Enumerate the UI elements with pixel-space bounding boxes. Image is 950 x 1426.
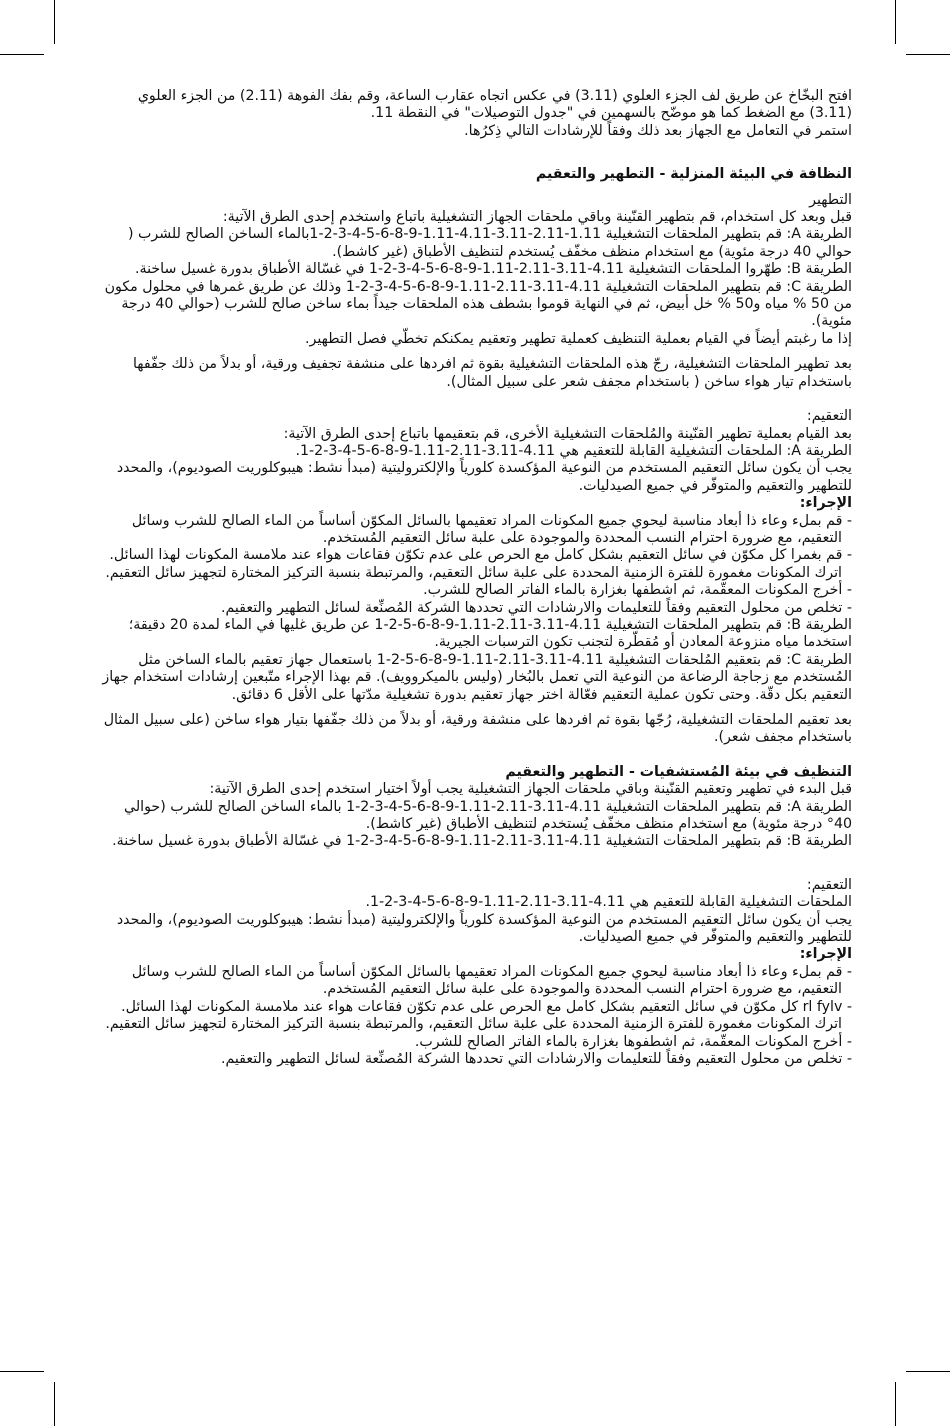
home-steril-method-a: الطريقة A: الملحقات التشغيلية القابلة للتعقيم هي 4.11-3.11-2.11-1.11-9-8-6-5-4-3-2-1. [295,442,852,459]
hospital-procedure-label: الإجراء: [799,946,852,963]
intro-paragraph: افتح البخّاخ عن طريق لف الجزء العلوي (3.11) في عكس اتجاه عقارب الساعة، وقم بفك الفوهة (2.11) من الجزء العلوي (3.11) مع الضغط كما هو موضّح بالسهمين في "جدول التوصيلات" في النقطة 11. [137,88,852,122]
home-section-title: النظافة في البيئة المنزلية - التطهير والتعقيم [535,166,852,183]
crop-mark-bottom-left [54,1382,55,1426]
home-procedure-step: - أخرج المكونات المعقّمة، ثم اشطفها بغزارة بالماء الفاتر الصالح للشرب. [423,582,852,599]
home-sterilization-label: التعقيم: [806,408,852,425]
hospital-procedure-step: - قم بملء وعاء ذا أبعاد مناسبة ليحوي جميع المكونات المراد تعقيمها بالسائل المكوّن أساساً من الماء الصالح للشرب وسائل التعقيم، مع ضرورة احترام النسب المحددة والموجودة على علبة سائل التعقيم المُستخدم. [131,963,852,998]
crop-mark-top-left [54,0,55,44]
crop-mark-top-right-h [906,54,950,55]
home-solution-note: يجب أن يكون سائل التعقيم المستخدم من النوعية المؤكسدة كلورياً والإلكتروليتية (مبدأ نشط: هيبوكلوريت الصوديوم)، والمحدد للتطهير والتعقيم والمتوفّر في جميع الصيدليات. [116,460,852,494]
home-after-cleaning: بعد تطهير الملحقات التشغيلية، رجّ هذه الملحقات التشغيلية بقوة ثم افردها على منشفة تجفيف ورقية، أو بدلاً من ذلك جفّفها باستخدام تيار هواء ساخن ( باستخدام مجفف شعر على سبيل المثال). [132,356,852,390]
home-method-b: الطريقة B: طهّروا الملحقات التشغيلية 4.11-3.11-2.11-1.11-9-8-6-5-4-3-2-1 في غسّالة الأطباق بدورة غسيل ساخنة. [134,261,852,278]
hospital-intro: قبل البدء في تطهير وتعقيم القنّينة وباقي ملحقات الجهاز التشغيلية يجب أولاً اختيار استخدم إحدى الطرق الآتية: [209,781,852,798]
home-skip-note: إذا ما رغبتم أيضاً في القيام بعملية التنظيف كعملية تطهير وتعقيم يمكنكم تخطّي فصل التطهير. [305,330,852,347]
home-steril-method-b: الطريقة B: قم بتطهير الملحقات التشغيلية 4.11-3.11-2.11-1.11-9-8-6-5-2-1 عن طريق غليها في الماء لمدة 20 دقيقة؛ استخدما مياه منزوعة المعادن أو مُقطّرة لتجنب تكون الترسبات الجيرية. [128,616,852,651]
crop-mark-top-left-h [0,54,44,55]
home-sterilization-intro: بعد القيام بعملية تطهير القنّينة والمُلحقات التشغيلية الأخرى، قم بتعقيمها باتباع إحدى الطرق الآتية: [283,425,852,442]
hospital-method-a: الطريقة A: قم بتطهير الملحقات التشغيلية 4.11-3.11-2.11-1.11-9-8-6-5-4-3-2-1 بالماء الساخن الصالح للشرب (حوالي 40° درجة مئوية) مع استخدام منظف مخفّف يُستخدم لتنظيف الأطباق (غير كاشط). [124,798,852,833]
home-steril-method-c: الطريقة C: قم بتعقيم المُلحقات التشغيلية 4.11-3.11-2.11-1.11-9-8-6-5-2-1 باستعمال جهاز تعقيم بالماء الساخن مثل المُستخدم مع زجاجة الرضاعة من النوعية التي تعمل بالبُخار (وليس بالميكروويف). قم بهذا الإجراء متّبعين إرشادات استخدام جهاز التعقيم بكل دقّة. وحتى تكون عملية التعقيم فعّالة اختر جهاز تعقيم بدورة تشغيلية مدّتها على الأقل 6 دقائق. [102,651,852,703]
hospital-procedure-step: - تخلص من محلول التعقيم وفقاً للتعليمات والارشادات التي تحددها الشركة المُصنِّعة لسائل التطهير والتعقيم. [220,1050,852,1067]
home-procedure-step: - قم بغمرا كل مكوّن في سائل التعقيم بشكل كامل مع الحرص على عدم تكوّن فقاعات هواء عند ملامسة المكونات لهذا السائل. اترك المكونات مغمورة للفترة الزمنية المحددة على علبة سائل التعقيم، والمرتبطة بنسبة التركيز المختارة لتجهيز سائل التعقيم. [105,547,852,581]
home-procedure-step: - قم بملء وعاء ذا أبعاد مناسبة ليحوي جميع المكونات المراد تعقيمها بالسائل المكوّن أساساً من الماء الصالح للشرب وسائل التعقيم، مع ضرورة احترام النسب المحددة والموجودة على علبة سائل التعقيم المُستخدم. [131,512,852,546]
home-method-c: الطريقة C: قم بتطهير الملحقات التشغيلية 4.11-3.11-2.11-1.11-9-8-6-5-4-3-2-1 وذلك عن طريق غمرها في محلول مكون من 50 % مياه و50 % خل أبيض، ثم في النهاية قوموا بشطف هذه الملحقات جيداً بماء ساخن صالح للشرب (حوالي 40 درجة مئوية). [104,278,852,330]
intro-continue: استمر في التعامل مع الجهاز بعد ذلك وفقاً للإرشادات التالي ذِكرُها. [464,122,852,139]
hospital-sterilization-label: التعقيم: [806,876,852,893]
home-after-sterilization: بعد تعقيم الملحقات التشغيلية، رُجّها بقوة ثم افردها على منشفة ورقية، أو بدلاً من ذلك جفّفها بتيار هواء ساخن (على سبيل المثال باستخدام مجفف شعر). [103,712,852,746]
hospital-solution-note: يجب أن يكون سائل التعقيم المستخدم من النوعية المؤكسدة كلورياً والإلكتروليتية (مبدأ نشط: هيبوكلوريت الصوديوم)، والمحدد للتطهير والتعقيم والمتوفّر في جميع الصيدليات. [116,911,852,946]
home-method-a: الطريقة A: قم بتطهير الملحقات التشغيلية 1.11-2.11-3.11-4.11-1.11-9-8-6-5-4-3-2-1بالماء الساخن الصالح للشرب ( حوالي 40 درجة مئوية) مع استخدام منظف مخفّف يُستخدم لتنظيف الأطباق (غير كاشط). [127,226,852,260]
crop-mark-bottom-left-h [0,1371,44,1372]
home-procedure-step: - تخلص من محلول التعقيم وفقاً للتعليمات والارشادات التي تحددها الشركة المُصنِّعة لسائل التطهير والتعقيم. [220,599,852,616]
hospital-section-title: التنظيف في بيئة المُستشفيات - التطهير والتعقيم [505,763,852,780]
hospital-procedure-step: - أخرج المكونات المعقّمة، ثم اشطفوها بغزارة بالماء الفاتر الصالح للشرب. [414,1033,852,1050]
crop-mark-top-right [895,0,896,44]
hospital-sterilizable-parts: الملحقات التشغيلية القابلة للتعقيم هي 4.11-3.11-2.11-1.11-9-8-6-5-4-3-2-1. [365,894,852,911]
crop-mark-bottom-right-h [906,1371,950,1372]
crop-mark-bottom-right [895,1382,896,1426]
home-cleaning-label: التطهير [809,191,852,208]
manual-page [100,88,852,1068]
home-cleaning-intro: قبل وبعد كل استخدام، قم بتطهير القنّينة وباقي ملحقات الجهاز التشغيلية باتباع واستخدم إحدى الطرق الآتية: [222,209,852,226]
hospital-method-b: الطريقة B: قم بتطهير الملحقات التشغيلية 4.11-3.11-2.11-1.11-9-8-6-5-4-3-2-1 في غسّالة الأطباق بدورة غسيل ساخنة. [112,833,852,850]
hospital-procedure-step: - rl fylv كل مكوّن في سائل التعقيم بشكل كامل مع الحرص على عدم تكوّن فقاعات هواء عند ملامسة المكونات لهذا السائل. اترك المكونات مغمورة للفترة الزمنية المحددة على علبة سائل التعقيم، والمرتبطة بنسبة التركيز المختارة لتجهيز سائل التعقيم. [105,998,852,1033]
home-procedure-label: الإجراء: [799,495,852,512]
